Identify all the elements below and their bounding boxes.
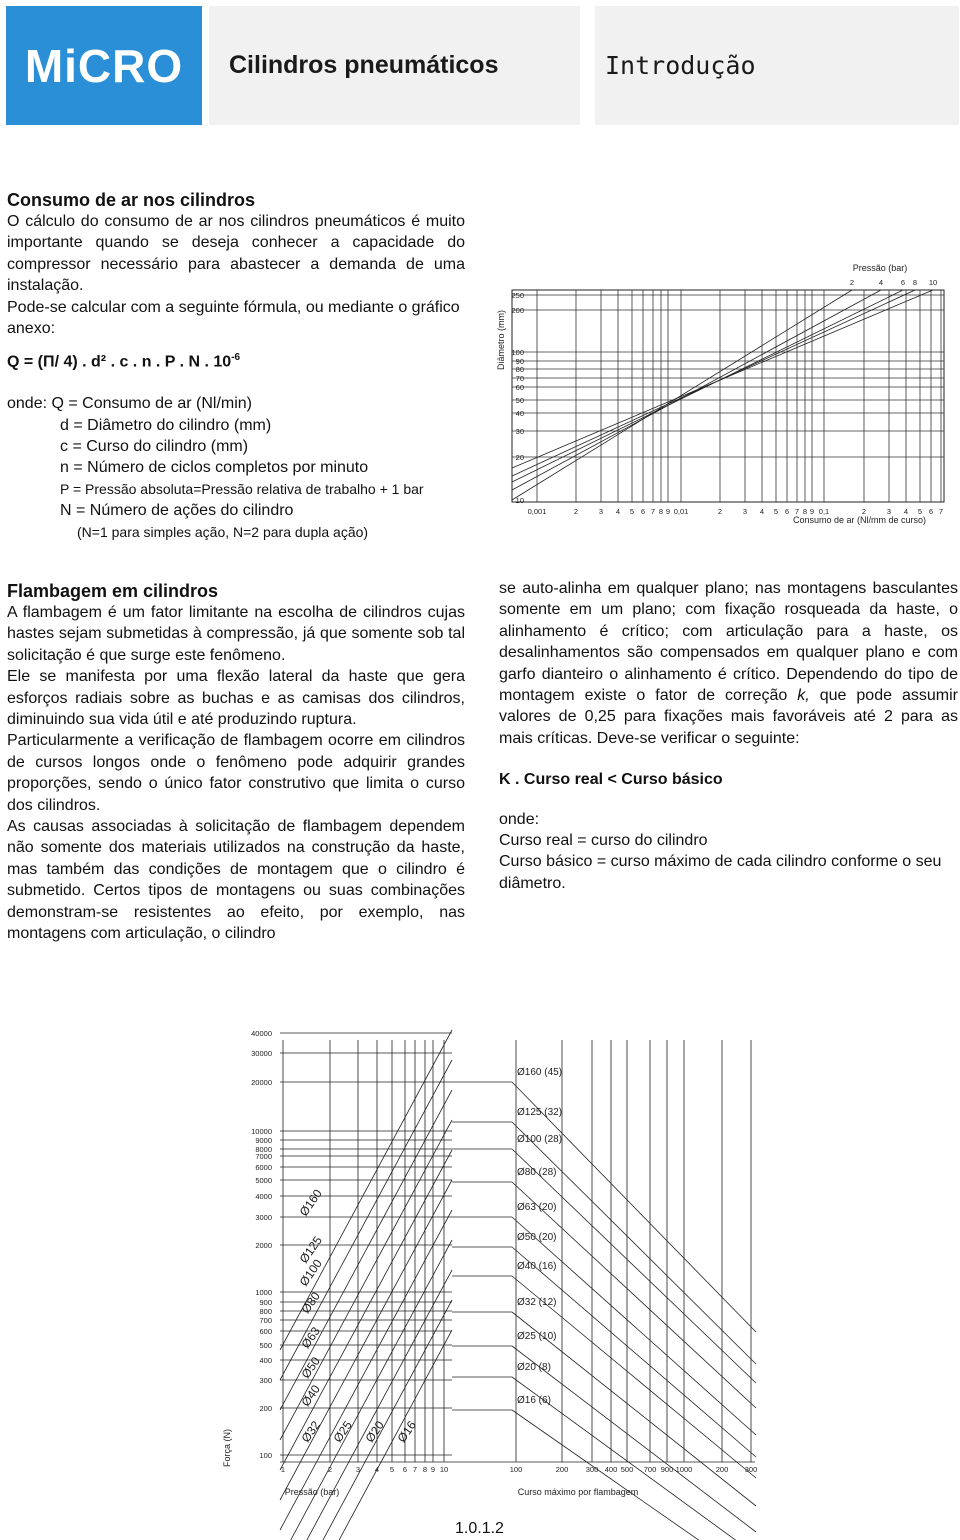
chart1-ptick: 6: [900, 278, 906, 287]
flambagem-paragraph-1: A flambagem é um fator limitante na escolha de cilindros cujas hastes sejam submetidas à compressão, já que somente sob tal solicitação é que surge este fenômeno.: [7, 604, 465, 664]
diam-label: Ø125: [296, 1233, 325, 1266]
diam-label: Ø32: [298, 1418, 323, 1446]
chart1-ytick: 20: [515, 453, 524, 462]
chart2-xtick: 300: [744, 1465, 758, 1474]
chart2-xtick: 300: [585, 1465, 599, 1474]
chart2-ytick: 9000: [255, 1136, 272, 1145]
flambagem-onde: onde:: [499, 810, 540, 828]
diam-label: Ø20: [362, 1418, 387, 1446]
right-label: Ø63 (20): [517, 1202, 557, 1213]
chart2-xtick: 500: [620, 1465, 634, 1474]
right-label: Ø16 (6): [517, 1395, 551, 1406]
flambagem-right-text-b: que pode assumir valores de 0,25 para fixações mais favoráveis até 2 para as mais críticas. Deve-se verificar o seguinte:: [499, 687, 958, 747]
flambagem-paragraph-3: Particularmente a verificação de flambagem ocorre em cilindros de cursos longos onde o fenômeno pode adquirir grandes proporções, sendo o único fator construtivo que limita o curso dos cilindros.: [7, 732, 465, 814]
chart2-xtick: 2: [327, 1465, 333, 1474]
chart1-xtick: 7: [650, 507, 656, 516]
chart1-ytick: 70: [515, 374, 524, 383]
chart1-ytick: 50: [515, 396, 524, 405]
right-label: Ø25 (10): [517, 1331, 557, 1342]
consumo-paragraph-1: O cálculo do consumo de ar nos cilindros pneumáticos é muito importante quando se deseja conhecer a capacidade do compressor necessário para abastecer a demanda de uma instalação.: [7, 213, 465, 295]
section-title: Introdução: [605, 51, 756, 80]
chart2-xtick: 1: [280, 1465, 286, 1474]
chart2-xtick: 200: [715, 1465, 729, 1474]
chart2-xtick: 900: [660, 1465, 674, 1474]
chart1-ytick: 100: [511, 348, 524, 357]
diam-label: Ø80: [298, 1289, 323, 1317]
chart2-ytick: 300: [259, 1376, 272, 1385]
chart1-xtick: 3: [742, 507, 748, 516]
right-label: Ø125 (32): [517, 1107, 563, 1118]
formula-exponent: -6: [231, 352, 241, 364]
chart2-yticks: [251, 1029, 272, 1460]
chart1-ylabel: Diâmetro (mm): [496, 310, 506, 370]
chart2-xlabel-left: Pressão (bar): [284, 1487, 340, 1497]
chart1-pressure-title: Pressão (bar): [852, 263, 908, 273]
chart2-ytick: 10000: [251, 1127, 272, 1136]
page-title: Cilindros pneumáticos: [229, 51, 499, 79]
diam-label: Ø16: [394, 1418, 419, 1446]
chart2-ytick: 3000: [255, 1213, 272, 1222]
right-label: Ø32 (12): [517, 1297, 557, 1308]
chart1-ptick: 4: [878, 278, 884, 287]
chart2-xtick: 7: [412, 1465, 418, 1474]
chart1-xtick: 4: [903, 507, 909, 516]
chart1-ytick: 40: [515, 409, 524, 418]
chart2-ytick: 600: [259, 1327, 272, 1336]
chart1-xlabel: Consumo de ar (Nl/mm de curso): [792, 515, 926, 525]
diam-label: Ø50: [298, 1354, 323, 1382]
page-number: 1.0.1.2: [455, 1520, 504, 1537]
flambagem-right-text-a: se auto-alinha em qualquer plano; nas montagens basculantes somente em um plano; com fixação rosqueada da haste, o alinhamento é crítico; com articulação para a haste, os desalinhamentos são compensados em qualquer plano e com garfo dianteiro o alinhamento é crítico. Dependendo do tipo de montagem existe o fator de correção: [499, 580, 958, 705]
chart1-xtick: 6: [784, 507, 790, 516]
chart2-xtick: 8: [422, 1465, 428, 1474]
chart1-xtick: 0,1: [818, 507, 830, 516]
chart2-xtick: 4: [374, 1465, 380, 1474]
diam-label: Ø63: [298, 1324, 323, 1352]
flambagem-paragraph-4: As causas associadas à solicitação de flambagem dependem não somente dos materiais utilizados na construção da haste, mas também das condições de montagem que o cilindro é submetido. Certos tipos de montagens ou suas combinações demonstram-se resistentes ao efeito, por exemplo, nas montagens com articulação, o cilindro: [7, 818, 465, 943]
chart2-ytick: 1000: [255, 1288, 272, 1297]
chart1-xtick: 0,01: [673, 507, 689, 516]
chart2-xticks-right: [510, 1465, 758, 1474]
chart2-ytick: 100: [259, 1451, 272, 1460]
chart1-ytick: 250: [511, 291, 524, 300]
chart1-xtick: 4: [759, 507, 765, 516]
chart1-xtick: 0,001: [527, 507, 547, 516]
chart1-xtick: 2: [861, 507, 867, 516]
chart2-xtick: 200: [555, 1465, 569, 1474]
chart1-ptick: 10: [928, 278, 938, 287]
chart1-xtick: 2: [573, 507, 579, 516]
chart1-xtick: 6: [640, 507, 646, 516]
consumo-paragraph-2: Pode-se calcular com a seguinte fórmula, ou mediante o gráfico anexo:: [7, 298, 460, 338]
chart2-ylabel: Força (N): [222, 1429, 232, 1467]
formula-text: Q = (Π/ 4) . d² . c . n . P . N . 10: [7, 353, 232, 371]
chart2-xtick: 9: [430, 1465, 436, 1474]
factor-k: k,: [797, 687, 810, 705]
chart2-xlabel-right: Curso máximo por flambagem: [517, 1487, 639, 1497]
chart1-xtick: 5: [629, 507, 635, 516]
chart1-ytick: 60: [515, 383, 524, 392]
flambagem-paragraph-2: Ele se manifesta por uma flexão lateral da haste que gera esforços radiais sobre as buchas e as camisas dos cilindros, diminuindo sua vida útil e até produzindo ruptura.: [7, 668, 465, 729]
chart2-right-diag: [512, 1122, 756, 1364]
chart1-xtick: 2: [717, 507, 723, 516]
chart1-ytick: 10: [515, 496, 524, 505]
right-label: Ø20 (8): [517, 1362, 551, 1373]
chart2-ytick: 700: [259, 1316, 272, 1325]
chart2-ytick: 40000: [251, 1029, 272, 1038]
right-label: Ø100 (28): [517, 1134, 563, 1145]
chart2-xtick: 700: [643, 1465, 657, 1474]
chart1-xtick: 8: [802, 507, 808, 516]
chart2-right-diag: [509, 1410, 756, 1540]
right-label: Ø80 (28): [517, 1167, 557, 1178]
chart1-xtick: 7: [938, 507, 944, 516]
chart1-xtick: 9: [665, 507, 671, 516]
chart1-xtick: 4: [615, 507, 621, 516]
chart2-ytick: 5000: [255, 1176, 272, 1185]
flambagem-heading: Flambagem em cilindros: [7, 581, 219, 601]
brand-logo: MiCRO: [6, 6, 202, 125]
chart2-xtick: 400: [604, 1465, 618, 1474]
consumo-heading: Consumo de ar nos cilindros: [7, 190, 256, 210]
chart2-ytick: 7000: [255, 1152, 272, 1161]
chart2-ytick: 4000: [255, 1192, 272, 1201]
chart2-xtick: 6: [402, 1465, 408, 1474]
right-label: Ø160 (45): [517, 1067, 563, 1078]
right-label: Ø50 (20): [517, 1232, 557, 1243]
chart1-xtick: 6: [928, 507, 934, 516]
def-nn: N = Número de ações do cilindro: [60, 502, 294, 520]
chart2-xtick: 10: [439, 1465, 449, 1474]
def-note: (N=1 para simples ação, N=2 para dupla ação): [77, 523, 369, 540]
chart1-xtick: 5: [773, 507, 779, 516]
chart1-xtick: 3: [886, 507, 892, 516]
chart2-ytick: 30000: [251, 1049, 272, 1058]
diam-label: Ø100: [296, 1256, 325, 1289]
chart1-xtick: 5: [917, 507, 923, 516]
chart2-ytick: 800: [259, 1307, 272, 1316]
def-d: d = Diâmetro do cilindro (mm): [60, 416, 272, 434]
chart2-right-diag: [512, 1247, 756, 1457]
right-label: Ø40 (16): [517, 1261, 557, 1272]
chart2-ytick: 500: [259, 1341, 272, 1350]
chart1-ytick: 30: [515, 427, 524, 436]
chart2-xtick: 5: [389, 1465, 395, 1474]
chart2-ytick: 2000: [255, 1241, 272, 1250]
chart2-ytick: 20000: [251, 1078, 272, 1087]
flambagem-def-1: Curso real = curso do cilindro: [499, 832, 708, 850]
chart2-ytick: 6000: [255, 1163, 272, 1172]
chart1-ytick: 80: [515, 365, 524, 374]
chart2-xtick: 100: [509, 1465, 523, 1474]
chart1-xtick: 8: [658, 507, 664, 516]
chart2-ytick: 900: [259, 1298, 272, 1307]
chart2-ytick: 200: [259, 1404, 272, 1413]
flambagem-condition: K . Curso real < Curso básico: [499, 771, 723, 789]
chart2-xtick: 3: [355, 1465, 361, 1474]
def-n: n = Número de ciclos completos por minuto: [60, 459, 369, 477]
diam-label: Ø160: [296, 1186, 325, 1219]
diam-label: Ø40: [298, 1382, 323, 1410]
diam-label: Ø25: [330, 1418, 355, 1446]
chart1-ytick: 200: [511, 306, 524, 315]
chart1-ytick: 90: [515, 357, 524, 366]
def-p: P = Pressão absoluta=Pressão relativa de trabalho + 1 bar: [60, 480, 424, 497]
chart1-ptick: 8: [912, 278, 918, 287]
def-c: c = Curso do cilindro (mm): [60, 437, 249, 455]
chart1-xtick: 7: [794, 507, 800, 516]
flambagem-def-2: Curso básico = curso máximo de cada cilindro conforme o seu diâmetro.: [499, 853, 942, 892]
chart2-ytick: 400: [259, 1356, 272, 1365]
def-q: onde: Q = Consumo de ar (Nl/min): [7, 395, 252, 413]
chart1-xtick: 3: [598, 507, 604, 516]
chart1-xtick: 9: [809, 507, 815, 516]
chart2-ytick: 8000: [255, 1145, 272, 1154]
chart1-ptick: 2: [849, 278, 855, 287]
chart2-xtick: 1000: [675, 1465, 693, 1474]
chart2-xticks-left: [281, 1465, 448, 1474]
